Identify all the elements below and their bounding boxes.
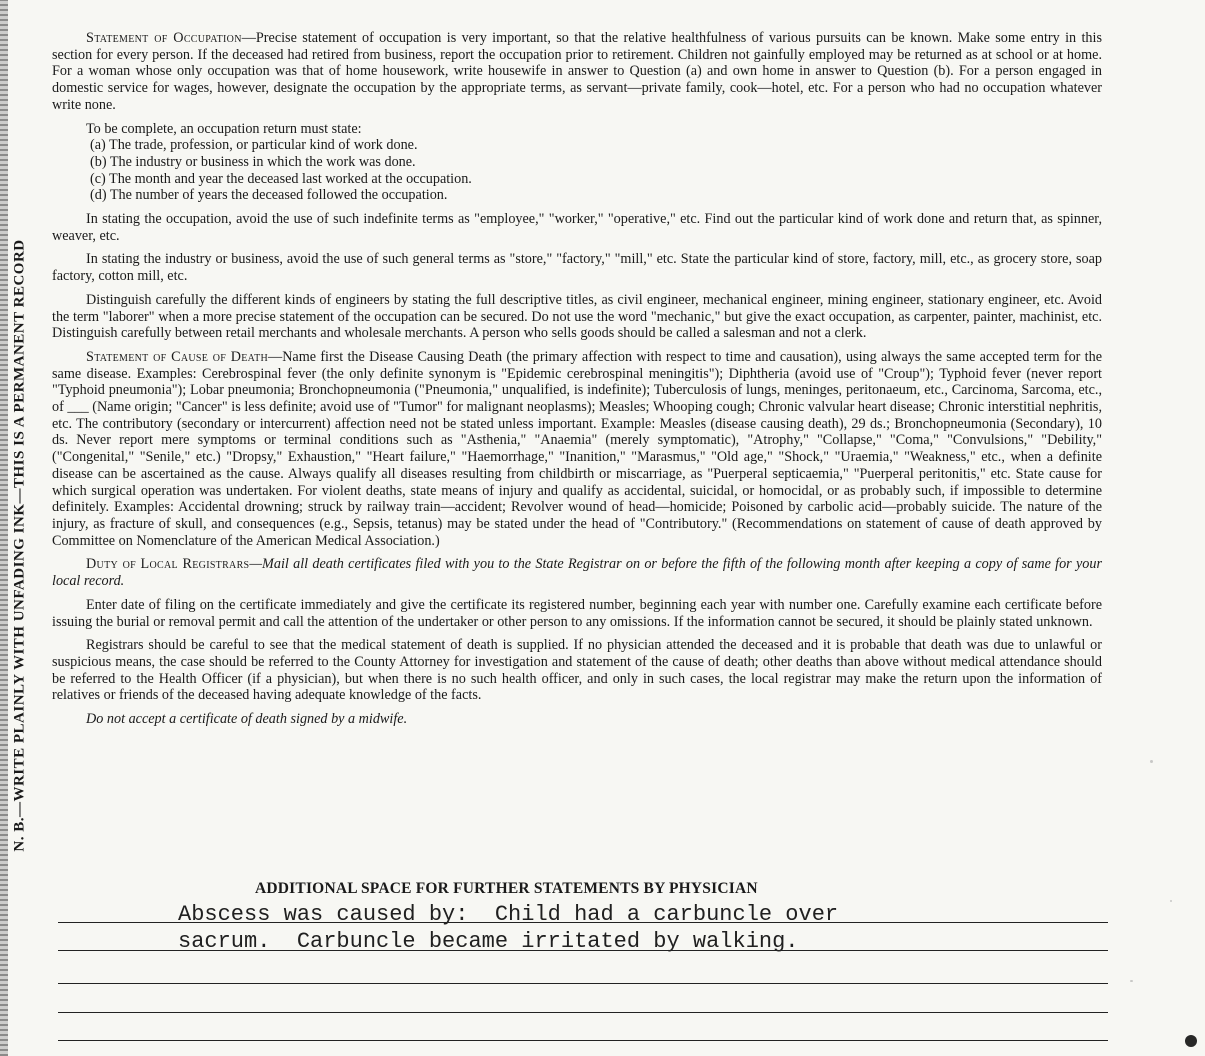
terms-paragraph: In stating the occupation, avoid the use of such indefinite terms as "employee," "worker," "operative," etc. Find out the particular kind of work done and return that, as spinner, weaver, etc. xyxy=(52,211,1102,244)
registrars-paragraph xyxy=(52,556,1102,589)
cause-text: —Name first the Disease Causing Death (the primary affection with respect to time and causation), using always the same accepted term for the same disease. Examples: Cerebrospinal fever (the only definite synonym is "Epidemic cerebrospinal meningitis"); Diphtheria (avoid use of "Croup"); Typhoid fever (never report "Typhoid pneumonia"); Lobar pneumonia; Bronchopneumonia ("Pneumonia," unqualified, is indefinite); Tuberculosis of lungs, meninges, peritonaeum, etc., Carcinoma, Sarcoma, etc., of ___ (Name origin; "Cancer" is less definite; avoid use of "Tumor" for malignant neoplasms); Measles; Whooping cough; Chronic valvular heart disease; Chronic interstitial nephritis, etc. The contributory (secondary or intercurrent) affection need not be stated unless important. Example: Measles (disease causing death), 29 ds.; Bronchopneumonia (Secondary), 10 ds. Never report mere symptoms or terminal conditions such as "Asthenia," "Anaemia" (merely symptomatic), "Atrophy," "Collapse," "Coma," "Convulsions," "Debility," ("Congenital," "Senile," etc.) "Dropsy," Exhaustion," "Heart failure," "Haemorrhage," "Inanition," "Marasmus," "Old age," "Shock," "Uraemia," "Weakness," etc., when a definite disease can be ascertained as the cause. Always qualify all diseases resulting from childbirth or miscarriage, as "Puerperal septicaemia," "Puerperal peritonitis," etc. State cause for which surgical operation was undertaken. For violent deaths, state means of injury and qualify as accidental, suicidal, or homocidal, or as probably such, if impossible to determine definitely. Examples: Accidental drowning; struck by railway train—accident; Revolver wound of head—homicide; Poisoned by carbolic acid—probably suicide. The nature of the injury, as fracture of skull, and consequences (e.g., Sepsis, tetanus) may be stated under the head of "Contributory." (Recommendations on statement of cause of death approved by Committee on Nomenclature of the American Medical Association.) xyxy=(52,348,1102,549)
list-item: (a) The trade, profession, or particular kind of work done. xyxy=(90,137,418,154)
writing-line xyxy=(58,1040,1108,1041)
industry-paragraph: In stating the industry or business, avoid the use of such general terms as "store," "factory," "mill," etc. State the particular kind of store, factory, mill, etc., as grocery store, soap factory, cotton mill, etc. xyxy=(52,251,1102,285)
list-item: (c) The month and year the deceased last worked at the occupation. xyxy=(90,170,472,187)
typed-line-2: sacrum. Carbuncle became irritated by walking. xyxy=(178,929,799,954)
registrars-text: —Mail all death certificates filed with you to the State Registrar on or before the fifth of the following month after keeping a copy of same for your local record. xyxy=(52,556,1102,590)
occupation-paragraph xyxy=(52,30,1102,114)
writing-line xyxy=(58,983,1108,984)
scan-noise xyxy=(1150,760,1153,763)
engineers-paragraph: Distinguish carefully the different kinds of engineers by stating the full descriptive titles, as civil engineer, mechanical engineer, mining engineer, stationary engineer, etc. Avoid the term "laborer" when a more precise statement of the occupation can be secured. Do not use the word "mechanic," but give the exact occupation, as carpenter, painter, machinist, etc. Distinguish carefully between retail merchants and wholesale merchants. A person who sells goods should be called a salesman and not a clerk. xyxy=(52,291,1102,342)
occupation-text: —Precise statement of occupation is very important, so that the relative healthfulness of various pursuits can be known. Make some entry in this section for every person. If the deceased had retired from business, report the occupation prior to retirement. Children not gainfully employed may be returned as at school or at home. For a woman whose only occupation was that of home housework, write housewife in answer to Question (a) and own home in answer to Question (b). For a person engaged in domestic service for wages, however, designate the occupation by the appropriate terms, as servant—private family, cook—hotel, etc. For a person who had no occupation whatever write none. xyxy=(52,30,1102,113)
corner-mark xyxy=(1185,1035,1197,1047)
cause-heading: Statement of Cause of Death xyxy=(86,348,268,365)
occupation-requirements-list xyxy=(90,137,1102,204)
list-item: (d) The number of years the deceased followed the occupation. xyxy=(90,187,448,204)
additional-space-title: ADDITIONAL SPACE FOR FURTHER STATEMENTS BY PHYSICIAN xyxy=(255,880,758,897)
medical-statement-paragraph: Registrars should be careful to see that the medical statement of death is supplied. If no physician attended the deceased and it is probable that death was due to unlawful or suspicious means, the case should be referred to the County Attorney for investigation and statement of the cause of death; other deaths than above without medical attendance should be referred to the Health Officer (if a physician), but when there is no such health officer, and only in such cases, the local registrar may make the return upon the information of relatives or friends of the deceased having adequate knowledge of the facts. xyxy=(52,637,1102,704)
filing-paragraph: Enter date of filing on the certificate immediately and give the certificate its registered number, beginning each year with number one. Carefully examine each certificate before issuing the burial or removal permit and call the attention of the undertaker or other person to any omissions. If the information cannot be secured, it should be plainly stated unknown. xyxy=(52,596,1102,630)
side-note xyxy=(0,40,40,1050)
instructions-body xyxy=(52,30,1102,735)
scan-noise xyxy=(1170,900,1172,902)
writing-line xyxy=(58,1012,1108,1013)
typed-line-1: Abscess was caused by: Child had a carbuncle over xyxy=(178,902,839,927)
writing-line xyxy=(58,922,1108,923)
list-item: (b) The industry or business in which the work was done. xyxy=(90,153,416,170)
side-note-text: N. B.—WRITE PLAINLY WITH UNFADING INK—THIS IS A PERMANENT RECORD xyxy=(11,238,28,852)
occupation-heading: Statement of Occupation xyxy=(86,30,242,46)
scan-noise xyxy=(1130,980,1133,982)
midwife-note: Do not accept a certificate of death signed by a midwife. xyxy=(86,711,408,728)
writing-line xyxy=(58,950,1108,951)
cause-paragraph xyxy=(52,349,1102,549)
complete-intro: To be complete, an occupation return must state: xyxy=(86,120,362,137)
registrars-heading: Duty of Local Registrars xyxy=(86,556,250,573)
